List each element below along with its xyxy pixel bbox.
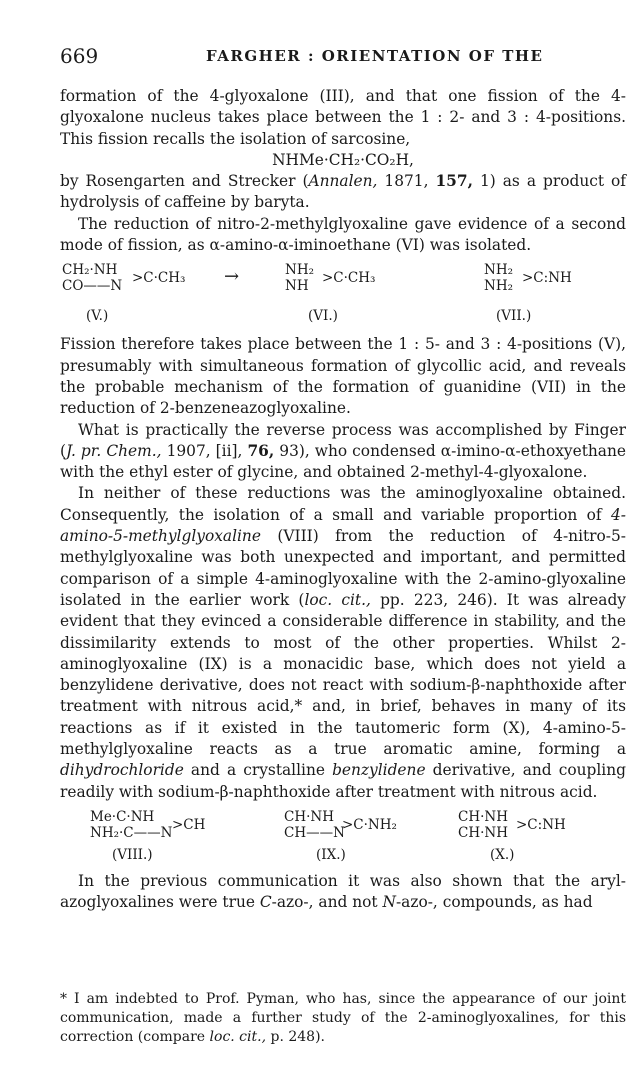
element-symbol: C <box>259 893 272 912</box>
compound-term: dihydrochloride <box>60 761 184 780</box>
footnote <box>60 990 626 1047</box>
formula-IX-line2: CH——N <box>284 824 345 841</box>
element-symbol: N <box>382 893 396 912</box>
formula-X-label: (X.) <box>490 846 515 863</box>
formula-VI-right: >C·CH₃ <box>322 270 376 287</box>
text-run: What is practically the reverse process was accomplished by Finger ( <box>60 420 626 460</box>
paragraph-1-continued <box>60 171 626 214</box>
formula-VI-line1: NH₂ <box>285 262 314 279</box>
page-number: 669 <box>60 44 99 68</box>
formula-VIII-label: (VIII.) <box>112 846 153 863</box>
formula-row-2 <box>60 809 626 867</box>
compound-name: 4-amino-5-methylglyoxaline <box>60 505 626 546</box>
text-run: 93), who condensed α-imino-α-ethoxyethane with the ethyl ester of glycine, and obtained 2-methyl-4-glyoxalone. <box>60 441 627 482</box>
text-run: p. 248). <box>266 1029 325 1045</box>
text-run: 1871, <box>377 172 436 191</box>
formula-VII-line2: NH₂ <box>484 278 513 295</box>
volume-number: 76, <box>247 441 275 460</box>
formula-IX-line1: CH·NH <box>284 808 334 825</box>
formula-V-line1: CH₂·NH <box>62 262 118 279</box>
paragraph-5 <box>60 483 626 802</box>
paragraph-1: formation of the 4-glyoxalone (III), and that one fission of the 4-glyoxalone nucleus takes place between the 1 : 2- and 3 : 4-positions. This fission recalls the isolation of sarcosine, <box>60 87 626 148</box>
text-run: * I am indebted to Prof. Pyman, who has, since the appearance of our joint communication, made a further study of the 2-aminoglyoxalines, for this correction (compare <box>60 991 626 1045</box>
formula-IX-right: >C·NH₂ <box>342 816 397 833</box>
text-run: (VIII) from the reduction of 4-nitro-5-methylglyoxaline was both unexpected and important, and permitted comparison of a simple 4-aminoglyoxaline with the 2-amino-glyoxaline isolated in the earlier work ( <box>60 527 626 609</box>
formula-row-1 <box>60 260 626 332</box>
formula-X-right: >C:NH <box>516 816 566 833</box>
formula-VI-label: (VI.) <box>308 308 338 325</box>
paragraph-4 <box>60 420 626 484</box>
formula-IX-label: (IX.) <box>316 846 346 863</box>
citation-ref: loc. cit., <box>304 590 371 609</box>
formula-VIII-line1: Me·C·NH <box>90 808 155 825</box>
citation-ref: loc. cit., <box>209 1029 267 1045</box>
text-run: -azo-, and not <box>271 893 383 912</box>
text-run: In the previous communication it was also shown that the aryl-azoglyoxalines were true <box>60 871 626 912</box>
paragraph-3: Fission therefore takes place between the 1 : 5- and 3 : 4-positions (V), presumably with simultaneous formation of glycollic acid, and reveals the probable mechanism of the formation of guanidine (VII) in the reduction of 2-benzeneazoglyoxaline. <box>60 335 626 418</box>
text-run: -azo-, compounds, as had <box>395 893 593 912</box>
paragraph-2: The reduction of nitro-2-methylglyoxaline gave evidence of a second mode of fission, as α-amino-α-iminoethane (VI) was isolated. <box>60 214 626 255</box>
formula-VII-label: (VII.) <box>496 308 532 325</box>
running-head: FARGHER : ORIENTATION OF THE <box>206 47 544 65</box>
formula-VIII-line2: NH₂·C——N <box>90 824 173 841</box>
formula-VI <box>285 262 314 294</box>
formula-X-line1: CH·NH <box>458 808 508 825</box>
text-run: by Rosengarten and Strecker ( <box>60 172 309 191</box>
text-run: 1) as a product of hydrolysis of caffeine by baryta. <box>60 172 627 212</box>
compound-term: benzylidene <box>332 761 426 780</box>
formula-VII-line1: NH₂ <box>484 262 513 279</box>
volume-number: 157, <box>435 172 473 191</box>
text-run: pp. 223, 246). It was already evident that they evinced a considerable difference in stability, and the dissimilarity extends to most of the other properties. Whilst 2-aminoglyoxaline (IX) is a monacidic base, which does not yield a benzylidene derivative, does not react with sodium-β-naphthoxide after treatment with nitrous acid,* and, in brief, behaves in many of its reactions as if it existed in the tautomeric form (X), 4-amino-5-methylglyoxaline reacts as a true aromatic amine, forming a <box>60 590 626 759</box>
page-header <box>60 44 630 72</box>
text-run: In neither of these reductions was the aminoglyoxaline obtained. Consequently, the isolation of a small and variable proportion of <box>60 484 626 524</box>
formula-VII-right: >C:NH <box>522 270 572 287</box>
formula-V-right: >C·CH₃ <box>132 270 186 287</box>
sarcosine-formula: NHMe·CH₂·CO₂H, <box>272 150 414 169</box>
text-run: 1907, [ii], <box>161 441 248 460</box>
formula-X-line2: CH·NH <box>458 824 508 841</box>
formula-VI-line2: NH <box>285 278 309 295</box>
formula-V-label: (V.) <box>86 308 109 325</box>
article-body <box>60 86 626 914</box>
journal-name: J. pr. Chem., <box>66 441 162 460</box>
formula-V <box>62 262 122 294</box>
reaction-arrow: → <box>224 266 240 288</box>
journal-name: Annalen, <box>308 172 378 191</box>
formula-X <box>458 809 508 841</box>
formula-IX <box>284 809 345 841</box>
formula-VII <box>484 262 513 294</box>
paragraph-6 <box>60 871 626 914</box>
text-run: derivative, and coupling readily with sodium-β-naphthoxide after treatment with nitrous acid. <box>60 761 626 801</box>
text-run: and a crystalline <box>183 761 333 780</box>
formula-VIII-right: >CH <box>172 816 206 833</box>
formula-V-line2: CO——N <box>62 278 123 295</box>
formula-VIII <box>90 809 172 841</box>
